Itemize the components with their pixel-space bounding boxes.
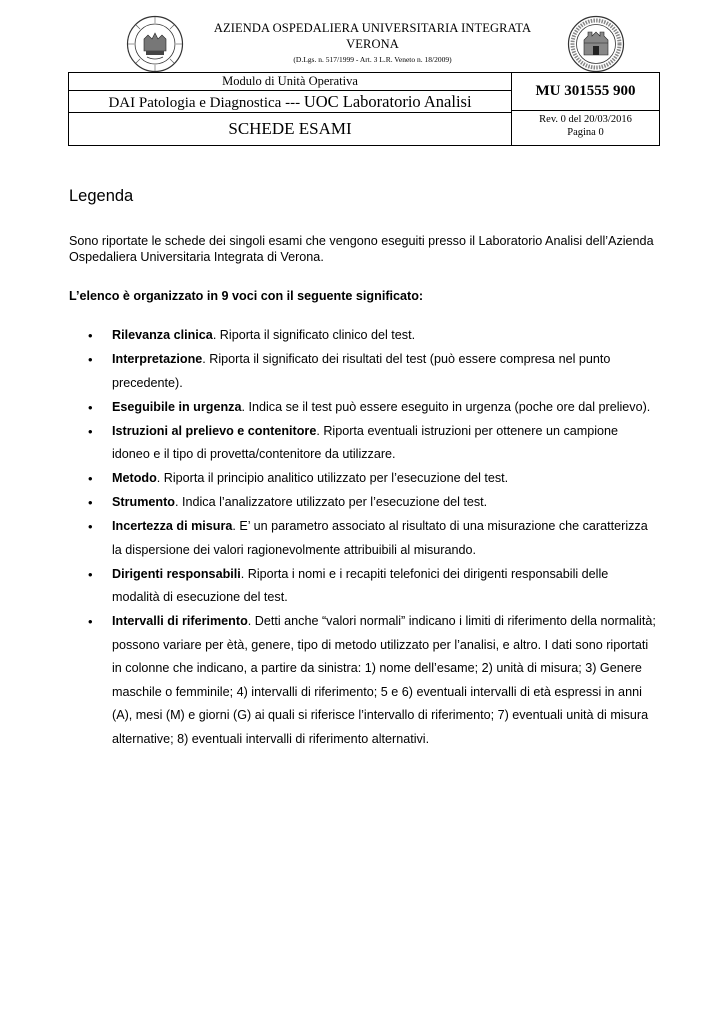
department-prefix: DAI Patologia e Diagnostica --- <box>108 95 304 111</box>
university-seal-logo-right <box>567 15 625 73</box>
header-right-column <box>512 73 659 145</box>
intro-paragraph: Sono riportate le schede dei singoli esami che vengono eseguiti presso il Laboratorio Analisi dell’Azienda Ospedaliera Universitaria Integrata di Verona. <box>69 234 654 264</box>
hospital-seal-logo-left <box>126 15 184 73</box>
module-label: Modulo di Unità Operativa <box>69 73 511 91</box>
document-body <box>69 186 659 752</box>
list-item-text: . Riporta il principio analitico utilizzato per l’esecuzione del test. <box>156 471 509 485</box>
section-title: Legenda <box>69 187 134 205</box>
list-item-text: . Indica se il test può essere eseguito in urgenza (poche ore dal prelievo). <box>241 399 651 414</box>
list-item-text: . Riporta eventuali istruzioni per ottenere un campione idoneo e il tipo di provetta/contenitore da utilizzare. <box>112 423 619 461</box>
revision-date: Rev. 0 del 20/03/2016 <box>539 114 632 125</box>
list-item <box>69 324 659 348</box>
page-number: Pagina 0 <box>567 127 604 138</box>
list-item <box>69 515 659 562</box>
list-item <box>69 610 659 751</box>
bullet-icon: • <box>88 352 93 367</box>
list-item-term: Istruzioni al prelievo e contenitore <box>112 423 317 438</box>
list-item-text: . Indica l’analizzatore utilizzato per l’esecuzione del test. <box>174 495 488 509</box>
list-item-term: Interpretazione <box>112 352 203 366</box>
list-item <box>69 467 659 491</box>
bullet-icon: • <box>88 519 93 534</box>
bullet-icon: • <box>88 423 93 439</box>
list-item-text: . Riporta il significato dei risultati del test (può essere compresa nel punto precedente). <box>112 352 611 390</box>
list-item-term: Eseguibile in urgenza <box>112 399 242 414</box>
bullet-icon: • <box>88 399 93 415</box>
list-item-term: Dirigenti responsabili <box>112 566 241 581</box>
department-label <box>69 91 511 113</box>
list-item-term: Intervalli di riferimento <box>112 614 248 628</box>
bullet-icon: • <box>88 471 93 486</box>
bullet-icon: • <box>88 328 93 343</box>
legal-reference: (D.Lgs. n. 517/1999 - Art. 3 L.R. Veneto n. 18/2009) <box>293 55 452 64</box>
list-item-text: . Riporta il significato clinico del test. <box>212 328 416 342</box>
list-item-term: Rilevanza clinica <box>112 328 213 342</box>
list-item-text: . E’ un parametro associato al risultato di una misurazione che caratterizza la dispersione dei valori ragionevolmente attribuibili al misurando. <box>112 519 648 557</box>
list-item-term: Incertezza di misura <box>112 519 233 533</box>
list-item <box>69 348 659 395</box>
bullet-icon: • <box>88 566 93 582</box>
bullet-icon: • <box>88 614 93 629</box>
organization-name-line1: AZIENDA OSPEDALIERA UNIVERSITARIA INTEGRATA <box>213 21 532 35</box>
organization-heading <box>190 20 555 64</box>
list-item-term: Metodo <box>112 471 157 485</box>
header-left-column <box>69 73 512 145</box>
document-code: MU 301555 900 <box>512 73 659 111</box>
list-subtitle: L’elenco è organizzato in 9 voci con il seguente significato: <box>69 289 424 303</box>
department-unit: UOC Laboratorio Analisi <box>303 92 472 111</box>
list-item-term: Strumento <box>112 495 175 509</box>
document-header-table <box>68 72 660 146</box>
list-item <box>69 420 659 467</box>
organization-name-line2: VERONA <box>346 37 399 51</box>
bullet-icon: • <box>88 495 93 510</box>
legend-list <box>69 324 659 751</box>
document-title: SCHEDE ESAMI <box>228 119 352 138</box>
list-item-text: . Riporta i nomi e i recapiti telefonici dei dirigenti responsabili delle modalità di esecuzione del test. <box>112 566 609 604</box>
list-item <box>69 491 659 515</box>
list-item <box>69 396 659 420</box>
list-item-text: . Detti anche “valori normali” indicano i limiti di riferimento della normalità; possono variare per ètà, genere, tipo di metodo utilizzato per l’analisi, e altro. I dati sono riportati in colonne che indicano, a partire da sinistra: 1) nome dell’esame; 2) unità di misura; 3) Genere maschile o femminile; 4) intervalli di riferimento; 5 e 6) eventuali intervalli di età espressi in anni (A), mesi (M) e giorni (G) ai quali si riferisce l’intervallo di riferimento; 7) eventuali unità di misura alternative; 8) eventuali intervalli di riferimento alternativi. <box>112 614 656 746</box>
list-item <box>69 563 659 610</box>
revision-info <box>512 113 659 139</box>
